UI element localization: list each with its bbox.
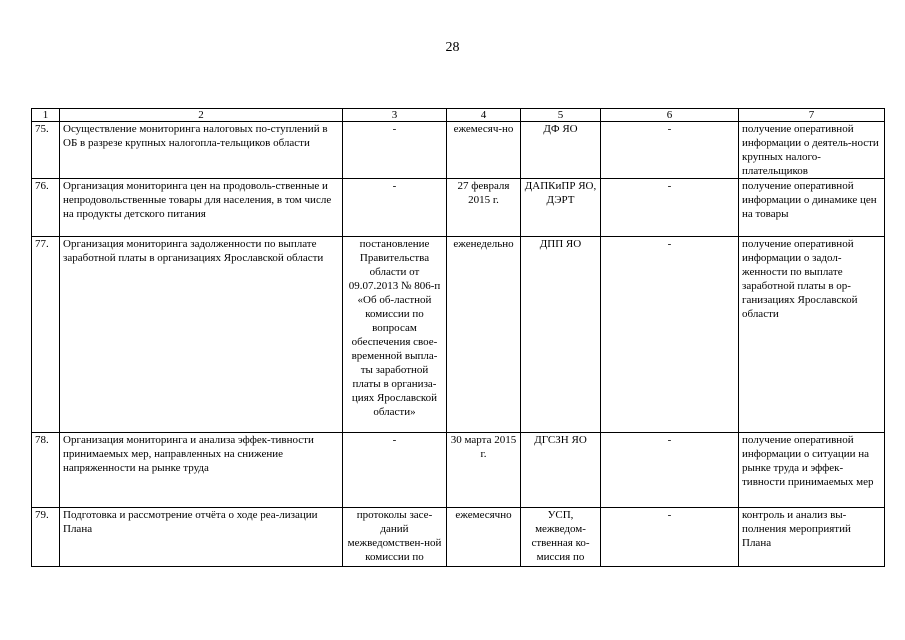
row-number: 79. [32, 508, 60, 567]
activity-cell: Подготовка и рассмотрение отчёта о ходе реа-лизации Плана [60, 508, 343, 567]
table-row [32, 237, 885, 433]
basis-cell: - [343, 433, 447, 508]
table-row [32, 508, 885, 567]
column-header-4: 4 [447, 109, 521, 122]
column-header-3: 3 [343, 109, 447, 122]
basis-cell: - [343, 122, 447, 179]
activity-cell: Организация мониторинга задолженности по выплате заработной платы в организациях Ярославской области [60, 237, 343, 433]
row-number: 75. [32, 122, 60, 179]
deadline-cell: 30 марта 2015 г. [447, 433, 521, 508]
deadline-cell: 27 февраля 2015 г. [447, 179, 521, 237]
deadline-cell: ежемесяч-но [447, 122, 521, 179]
result-cell: получение оперативной информации о ситуации на рынке труда и эффек-тивности принимаемых мер [739, 433, 885, 508]
basis-cell: - [343, 179, 447, 237]
row-number: 76. [32, 179, 60, 237]
funding-cell: - [601, 433, 739, 508]
column-header-1: 1 [32, 109, 60, 122]
funding-cell: - [601, 237, 739, 433]
executor-cell: ДФ ЯО [521, 122, 601, 179]
column-header-5: 5 [521, 109, 601, 122]
deadline-cell: еженедельно [447, 237, 521, 433]
table-row [32, 179, 885, 237]
column-header-6: 6 [601, 109, 739, 122]
row-number: 78. [32, 433, 60, 508]
column-header-2: 2 [60, 109, 343, 122]
executor-cell: ДГСЗН ЯО [521, 433, 601, 508]
funding-cell: - [601, 508, 739, 567]
basis-cell: постановление Правительства области от 09.07.2013 № 806-п «Об об-ластной комиссии по вопросам обеспечения свое-временной выпла-ты заработной платы в организа-циях Ярославской области» [343, 237, 447, 433]
activity-cell: Осуществление мониторинга налоговых по-ступлений в ОБ в разрезе крупных налогопла-тельщиков области [60, 122, 343, 179]
funding-cell: - [601, 122, 739, 179]
deadline-cell: ежемесячно [447, 508, 521, 567]
activity-cell: Организация мониторинга и анализа эффек-тивности принимаемых мер, направленных на снижение напряженности на рынке труда [60, 433, 343, 508]
executor-cell: ДПП ЯО [521, 237, 601, 433]
executor-cell: УСП, межведом-ственная ко-миссия по [521, 508, 601, 567]
result-cell: получение оперативной информации о деятель-ности крупных налого-плательщиков [739, 122, 885, 179]
result-cell: контроль и анализ вы-полнения мероприятий Плана [739, 508, 885, 567]
executor-cell: ДАПКиПР ЯО, ДЭРТ [521, 179, 601, 237]
activity-cell: Организация мониторинга цен на продоволь-ственные и непродовольственные товары для населения, в том числе на продукты детского питания [60, 179, 343, 237]
table-row [32, 122, 885, 179]
result-cell: получение оперативной информации о задол-женности по выплате заработной платы в ор-ганизациях Ярославской области [739, 237, 885, 433]
result-cell: получение оперативной информации о динамике цен на товары [739, 179, 885, 237]
basis-cell: протоколы засе-даний межведомствен-ной комиссии по [343, 508, 447, 567]
column-header-7: 7 [739, 109, 885, 122]
funding-cell: - [601, 179, 739, 237]
column-number-row [32, 109, 885, 122]
table-row [32, 433, 885, 508]
action-plan-table [31, 108, 885, 567]
row-number: 77. [32, 237, 60, 433]
page-number: 28 [445, 40, 460, 55]
